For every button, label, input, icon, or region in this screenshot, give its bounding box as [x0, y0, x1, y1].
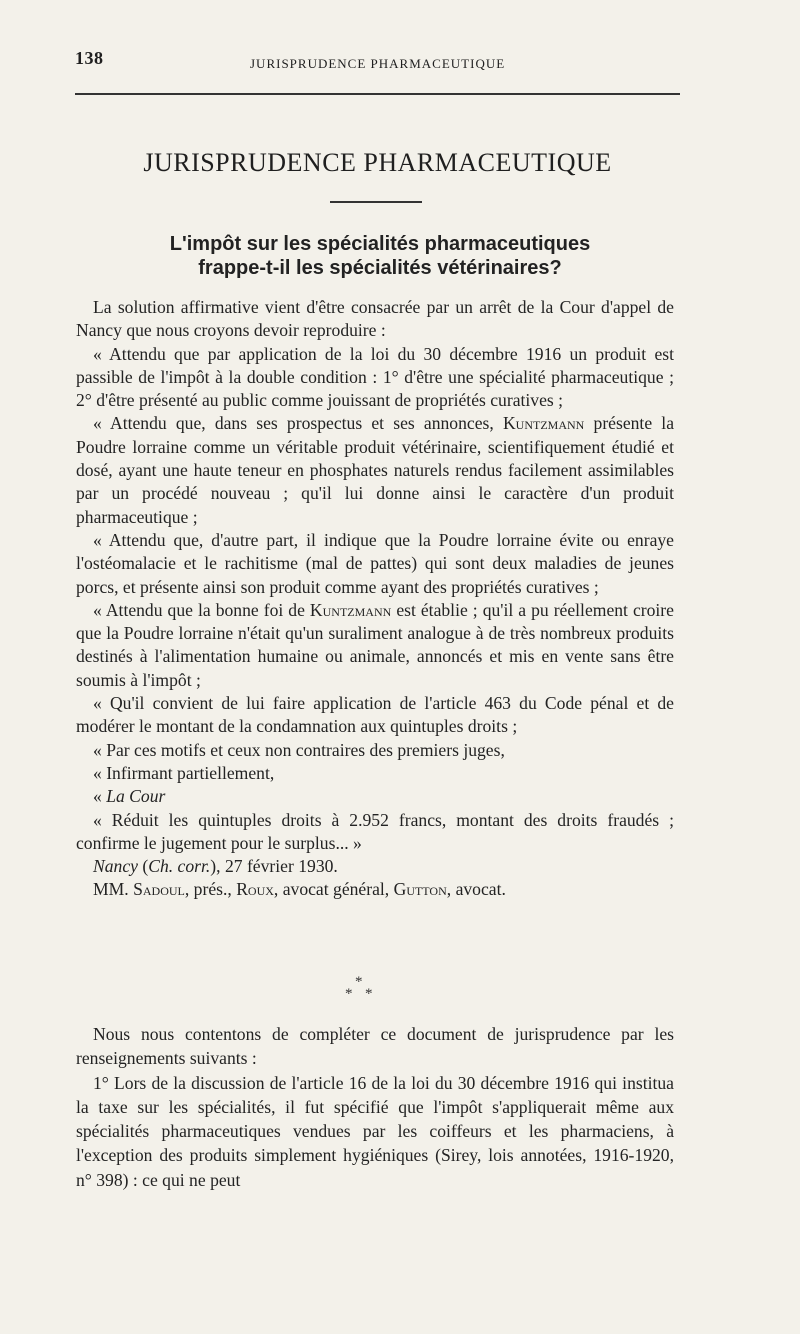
title-rule	[330, 201, 422, 203]
paragraph-infirmant: « Infirmant partiellement,	[93, 762, 275, 783]
role-president: prés.,	[193, 879, 232, 900]
page-number: 138	[75, 48, 104, 68]
magistrate-roux: Roux	[236, 879, 274, 900]
header-rule	[75, 93, 680, 95]
paragraph-attendu-2	[76, 412, 674, 528]
role-avocat-general: avocat général,	[282, 879, 390, 900]
running-title: JURISPRUDENCE PHARMACEUTIQUE	[250, 56, 506, 71]
running-head	[75, 48, 680, 76]
citation-chamber: Ch. corr.	[148, 856, 211, 877]
person-name-kuntzmann-2: Kuntzmann	[309, 599, 392, 620]
paragraph-attendu-3: « Attendu que, d'autre part, il indique que la Poudre lorraine évite ou enraye l'ostéomalacie et le rachitisme (mal de pattes) qui sont deux maladies de jeunes porcs, et présente ainsi son produit comme ayant des propriétés curatives ;	[76, 529, 674, 597]
article-subtitle	[160, 232, 600, 280]
paragraph-attendu-4	[76, 599, 674, 692]
asterisk-right: *	[365, 986, 373, 1002]
supplementary-point-1: 1° Lors de la discussion de l'article 16 de la loi du 30 décembre 1916 qui institua la taxe sur les spécialités, il fut spécifié que l'impôt s'appliquerait même aux spécialités pharmaceutiques vendues par les coiffeurs et les pharmaciens, à l'exception des produits simplement hygiéniques (Sirey, lois annotées, 1916-1920, n° 398) : ce qui ne peut	[76, 1072, 674, 1190]
paragraph-citation: Nancy (Ch. corr.), 27 février 1930.	[93, 856, 338, 877]
asterism-divider	[341, 974, 381, 1014]
asterisk-top: *	[355, 974, 363, 990]
paragraph-la-cour	[76, 785, 674, 808]
paragraph-motifs: « Par ces motifs et ceux non contraires des premiers juges,	[93, 739, 505, 760]
paragraph-reduit: « Réduit les quintuples droits à 2.952 francs, montant des droits fraudés ; confirme le jugement pour le surplus... »	[76, 809, 674, 853]
paragraph-code-penal: « Qu'il convient de lui faire application de l'article 463 du Code pénal et de modérer le montant de la condamnation aux quintuples droits ;	[76, 693, 674, 737]
subtitle-line-2: frappe-t-il les spécialités vétérinaires?	[198, 257, 562, 279]
citation-date: 27 février 1930.	[224, 856, 338, 877]
paragraph-attendu-4-end: est établie ; qu'il a pu réellement croire que la Poudre lorraine n'était qu'un suraliment analogue à de très nombreux produits destinés à l'alimentation humaine ou animale, annoncés et mis en vente sans être soumis à l'impôt ;	[76, 599, 674, 690]
supplementary-intro: Nous nous contentons de compléter ce document de jurisprudence par les renseignements suivants :	[76, 1024, 674, 1069]
mm-label: MM.	[93, 879, 129, 900]
paragraph-intro: La solution affirmative vient d'être consacrée par un arrêt de la Cour d'appel de Nancy que nous croyons devoir reproduire :	[76, 297, 674, 341]
person-name-kuntzmann: Kuntzmann	[502, 413, 585, 434]
paragraph-magistrates: MM. Sadoul, prés., Roux, avocat général, Gutton, avocat.	[93, 879, 506, 900]
paragraph-attendu-2-end: présente la Poudre lorraine comme un véritable produit vétérinaire, scientifiquement étudié et dosé, ayant une haute teneur en phosphates naturels rendus facilement assimilables par un procédé nouveau ; qu'il lui donne ainsi le caractère d'un produit pharmaceutique ;	[76, 413, 675, 527]
paragraph-attendu-4-start: « Attendu que la bonne foi de	[93, 599, 305, 620]
la-cour-label: La Cour	[106, 786, 166, 807]
article-title: JURISPRUDENCE PHARMACEUTIQUE	[143, 148, 612, 177]
supplementary-text	[76, 1022, 674, 1192]
quote-mark: «	[93, 786, 102, 807]
magistrate-sadoul: Sadoul	[133, 879, 185, 900]
paragraph-attendu-2-start: « Attendu que, dans ses prospectus et ses annonces,	[93, 413, 494, 434]
paragraph-attendu-1: « Attendu que par application de la loi du 30 décembre 1916 un produit est passible de l'impôt à la double condition : 1° d'être une spécialité pharmaceutique ; 2° d'être présenté au public comme jouissant de propriétés curatives ;	[76, 343, 674, 411]
role-avocat: avocat.	[455, 879, 506, 900]
subtitle-line-1: L'impôt sur les spécialités pharmaceutiques	[169, 233, 591, 255]
asterisk-left: *	[345, 986, 353, 1002]
citation-city: Nancy	[93, 856, 138, 877]
main-text	[76, 296, 674, 902]
lawyer-gutton: Gutton	[393, 879, 447, 900]
